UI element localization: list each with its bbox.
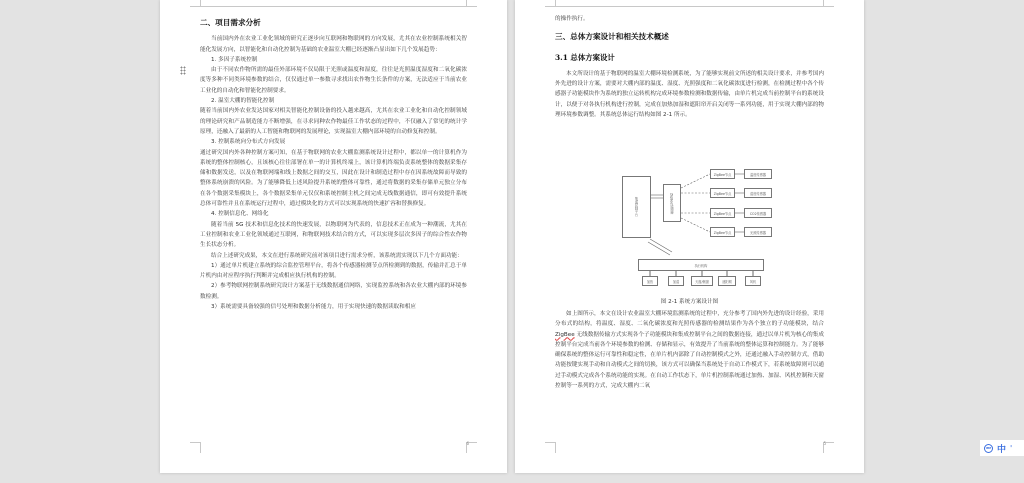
section-heading: 二、项目需求分析 [200,18,261,27]
paragraph: 通过研究国内外各种控制方案可知，在基于物联网的农业大棚监测系统设计过程中，都以单一的计算机作为系统的整体控制核心，且该核心往往部署在单一的计算机终端上，该计算机终端负责系统整体的数据采集存储和数据发送，以及在物联网端和线上数据之间的交互，因此在设计和制造过程中存在因系统故障而导致的整体系统崩溃的风险。为了能够降低上述风险提升系统的整体可靠性，通过将数据的采集存储单元独立分布在各个数据采集模块上，各个数据采集单元仅仅和系统控制主机之间完成无线数据通信，即可有效提升系统总体可靠性并且在系统运行过程中，通过模块化的方式可以实现系统的快速扩容和替换修复。 [200,149,467,208]
page-number: 5 [823,441,826,446]
spellcheck-word[interactable]: ZigBee [555,331,575,338]
ime-mode-toggle[interactable]: 中 [997,444,1007,455]
sensor-box: 光照传感器 [744,227,772,237]
page-2-content-lower[interactable] [555,309,824,391]
paragraph: 当前国内外在农业工业化领域的研究正逐步向互联网和物联网的方向发展，尤其在农业控制系统相关智能化发展方向，以智能化和自动化控制为基础的农业温室大棚已经逐渐凸显出如下几个发展趋势： [200,36,467,53]
ime-toolbar[interactable] [980,440,1024,456]
ime-logo-icon[interactable]: IME [984,444,993,453]
margin-mark-top-right [823,0,834,7]
page-2-content[interactable] [555,14,824,120]
figure-caption: 图 2-1 系统方案设计图 [660,299,719,305]
ime-punctuation-toggle[interactable]: ' [1010,443,1013,453]
text-run: 无线数据传输方式实现各个子功能模块和集成控制平台之间的数据连接，通过以单片机为核心的集成控制平台完成当前各个环境参数的检测、存储和显示，有效提升了当前系统的整体运算和控制能力。为了能够确保系统的整体运行可靠性和稳定性，在单片机内部除了自动控制模式之外，还通过融入手动控制方式，借助功能按键实现手动和自动模式之间的切换，该方式可以确保当系统处于自动工作模式下，若系统故障则可以通过手动模式完成各个系统功能的实现。在自动工作状态下，单片机控制系统通过加热、加湿、风机控制和天窗控制等一系列的方式，完成大棚内二氧 [555,331,824,390]
paragraph: 结合上述研究成果，本文在进行系统研究前对该项目进行需求分析，该系统需实现以下几个方面功能： [211,252,463,259]
paragraph: 随着当前 5G 技术和信息化技术的快速发展，以物联网为代表的，信息技术正在成为一种潮流，尤其在工业控制和农业工业化领域通过互联网，和物联网技术结合的方式，可以实现多层次多因子的综合性农作物生长状态分析。 [200,221,467,249]
section-heading: 三、总体方案设计和相关技术概述 [555,32,669,42]
sensor-box: CO2传感器 [744,208,772,218]
list-heading: 2. 温室大棚的智能化控制 [211,98,275,105]
system-diagram [620,158,792,298]
document-page-2 [515,0,864,473]
page-number: 6 [466,441,469,446]
sensor-box: 湿度传感器 [744,188,772,198]
list-heading: 3. 控制系统向分布式方向发展 [211,139,286,146]
text-run: 如上图所示，本文在设计农业温室大棚环境监测系统的过程中，充分参考了国内外先进的设计经验，采用分布式的结构，将温度、湿度、二氧化碳浓度和光照传感器的检测结果作为各个独立的子功能模块，结合 [555,311,824,328]
paragraph: 本文所设计的基于物联网的温室大棚环境检测系统，为了能够实现前文所述的相关设计要求，并参考国内外先进的设计方案，需要对大棚内部的温度、湿度、光照强度和二氧化碳浓度进行检测，在检测过程中各个传感器子功能模块作为系统的独立运转机构完成环境参数检测和数据传输，由单片机完成当前控制平台的系统设计，以便于对各执行机构进行控制，完成在加热加湿和遮阳帘开启关闭等一系列功能，用于实现大棚内部的物理环境参数调整。其系统总体运行结构如图 2-1 所示。 [555,70,824,119]
list-heading: 4. 控制信息化、网络化 [211,211,269,218]
actuator-box: 加湿 [668,276,684,286]
requirement-item: 1）通过单片机建立系统的综合监控管理平台，将各个传感器检测节点所检测到的数据，传输并汇总于单片机内由对应程序执行判断并完成相应执行机构的控制。 [200,262,467,280]
requirement-item: 2）参考物联网控制系统研究设计方案基于无线数据通信网络，实现监控系统和各农业大棚内部的环境参数检测。 [200,283,467,300]
margin-mark-bottom-left [545,442,556,453]
zigbee-node-box: ZigBee节点 [710,227,735,237]
page-1-content[interactable] [200,14,467,312]
actuator-bar: 执行机构 [638,259,764,271]
margin-mark-bottom-left [190,442,201,453]
zigbee-node-box: ZigBee节点 [710,208,735,218]
paragraph: 的操作执行。 [555,16,589,22]
zigbee-node-box: ZigBee节点 [710,188,735,198]
document-page-1 [160,0,507,473]
actuator-box: 天窗/侧窗 [691,276,713,286]
margin-mark-top-right [466,0,477,7]
zigbee-node-box: ZigBee节点 [710,169,735,179]
paragraph: 随着当前国内外农业发达国家对相关智能化控制设备的投入越来越高，尤其在农业工业化和自动化控制领域的理论研究和产品制造能力不断增强，在寻求同种农作物最佳工作状态的过程中，不仅融入了常见的统计学原理，还融入了最新的人工智能和物联网的发展理论，实现温室大棚内部环境的自动修复和控制。 [200,108,467,135]
actuator-box: 加热 [642,276,658,286]
paragraph [555,309,824,391]
actuator-box: 风机 [745,276,761,286]
drag-handle-icon[interactable] [180,66,186,75]
list-heading: 1. 多因子系统控制 [211,56,258,63]
paragraph: 由于不同农作物所需的最佳外部环境不仅局限于光照或温度和湿度，往往是光照温度湿度和二氧化碳浓度等多种不同类环境参数的结合，仅仅通过单一参数寻求找出农作物生长条件的方案，无法适应于当前农业工业化的自动化和智能化控制要求。 [200,67,467,94]
subsection-heading: 3.1 总体方案设计 [555,52,615,62]
actuator-box: 遮阳网 [718,276,736,286]
header-line [200,6,467,7]
control-platform-box: 集成控制平台 [622,176,651,238]
requirement-item: 3）系统需要具备较强的信号处理和数据分析能力，用于实现快速的数据读取和相应 [211,304,416,311]
header-line [555,6,824,7]
coordinator-box: ZigBee协调器 [663,184,681,222]
sensor-box: 温度传感器 [744,169,772,179]
